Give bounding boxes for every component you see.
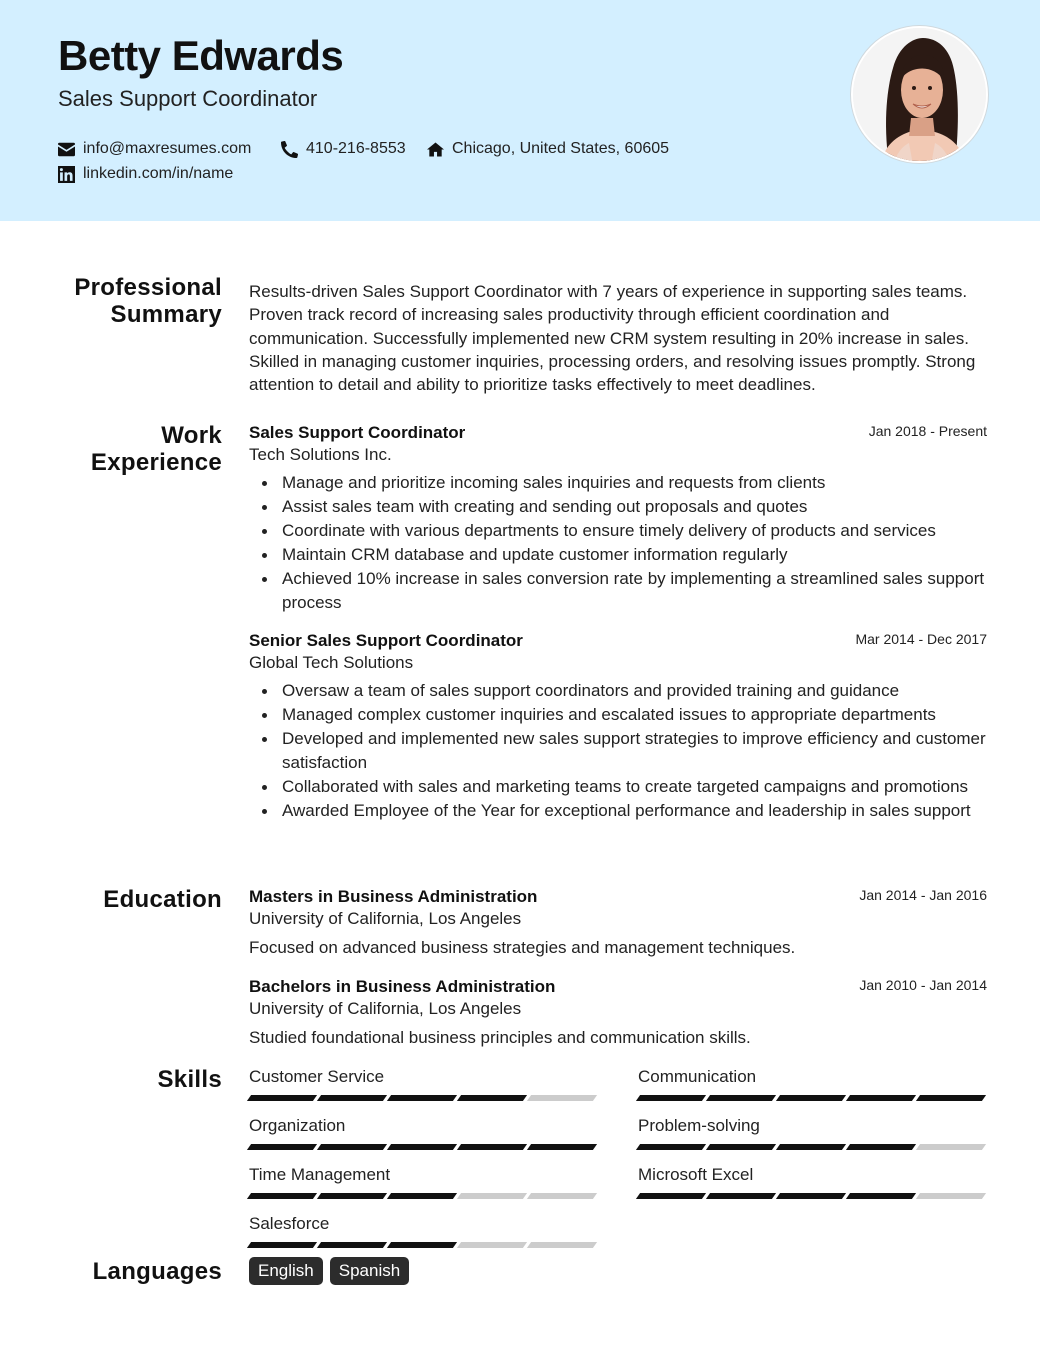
job-bullet: Awarded Employee of the Year for exceptional performance and leadership in sales support: [249, 799, 987, 823]
skill-name: Salesforce: [249, 1214, 330, 1233]
job-bullet: Coordinate with various departments to ensure timely delivery of products and services: [249, 519, 987, 543]
job-bullet: Collaborated with sales and marketing teams to create targeted campaigns and promotions: [249, 775, 987, 799]
location-text: Chicago, United States, 60605: [452, 140, 670, 157]
education-dates: Jan 2014 - Jan 2016: [859, 887, 987, 903]
skill-level-bar: [638, 1193, 986, 1199]
skill-item: [638, 1165, 986, 1199]
experience-heading-line2: Experience: [90, 449, 222, 476]
skill-segment-filled: [846, 1095, 916, 1101]
skill-segment-filled: [527, 1144, 597, 1150]
skill-level-bar: [249, 1242, 597, 1248]
experience-entry: [249, 631, 987, 823]
skill-segment-empty: [527, 1095, 597, 1101]
skill-item: [249, 1165, 597, 1199]
skill-segment-filled: [247, 1242, 317, 1248]
skill-name: Communication: [638, 1067, 757, 1086]
skill-segment-filled: [247, 1144, 317, 1150]
skill-name: Time Management: [249, 1165, 391, 1184]
skill-segment-empty: [457, 1193, 527, 1199]
skill-level-bar: [249, 1193, 597, 1199]
education-description: Focused on advanced business strategies and management techniques.: [249, 938, 796, 957]
skill-name: Customer Service: [249, 1067, 385, 1086]
skill-segment-filled: [317, 1242, 387, 1248]
email-text: info@maxresumes.com: [83, 140, 252, 157]
language-badge: Spanish: [330, 1257, 409, 1285]
skill-segment-filled: [247, 1095, 317, 1101]
skill-segment-filled: [776, 1095, 846, 1101]
language-badge: English: [249, 1257, 323, 1285]
skill-segment-filled: [317, 1193, 387, 1199]
school-name: University of California, Los Angeles: [249, 909, 522, 928]
skill-name: Organization: [249, 1116, 346, 1135]
education-entry: [249, 887, 987, 958]
skill-segment-filled: [387, 1242, 457, 1248]
skill-segment-filled: [846, 1193, 916, 1199]
education-heading: Education: [103, 886, 222, 913]
skill-item: [249, 1116, 597, 1150]
skill-segment-filled: [706, 1095, 776, 1101]
skill-segment-empty: [916, 1144, 986, 1150]
skill-segment-filled: [706, 1144, 776, 1150]
skill-segment-empty: [457, 1242, 527, 1248]
skill-segment-filled: [636, 1144, 706, 1150]
skill-item: [249, 1214, 597, 1248]
skill-segment-empty: [527, 1193, 597, 1199]
degree-title: Bachelors in Business Administration: [249, 977, 556, 996]
home-icon: [427, 141, 444, 158]
contact-email[interactable]: [58, 140, 251, 158]
phone-text: 410-216-8553: [306, 140, 406, 157]
job-bullet: Oversaw a team of sales support coordinators and provided training and guidance: [249, 679, 987, 703]
school-name: University of California, Los Angeles: [249, 999, 522, 1018]
candidate-title: Sales Support Coordinator: [58, 86, 318, 111]
contact-linkedin[interactable]: [58, 165, 233, 183]
job-dates: Jan 2018 - Present: [868, 423, 987, 439]
experience-entry: [249, 423, 987, 615]
phone-icon: [281, 141, 298, 158]
skill-segment-filled: [317, 1144, 387, 1150]
skill-item: [249, 1067, 597, 1101]
skill-segment-empty: [527, 1242, 597, 1248]
linkedin-icon: [58, 166, 75, 183]
contact-location: [427, 140, 669, 158]
education-description: Studied foundational business principles and communication skills.: [249, 1028, 751, 1047]
skill-level-bar: [638, 1144, 986, 1150]
portrait-image: [853, 28, 988, 163]
skills-heading: Skills: [157, 1066, 222, 1093]
skill-item: [638, 1067, 986, 1101]
linkedin-text: linkedin.com/in/name: [83, 165, 234, 182]
education-entry: [249, 977, 987, 1048]
skill-segment-filled: [387, 1193, 457, 1199]
skill-level-bar: [249, 1144, 597, 1150]
languages-list: [249, 1257, 409, 1285]
summary-text: Results-driven Sales Support Coordinator with 7 years of experience in supporting sales teams. Proven track record of increasing sales productivity through efficient coordination and communication. Successfully implemented new CRM system resulting in 20% increase in sales. Skilled in managing customer inquiries, processing orders, and resolving issues promptly. Strong attention to detail and ability to prioritize tasks effectively to meet deadlines.: [249, 282, 976, 395]
skill-segment-filled: [247, 1193, 317, 1199]
job-title: Sales Support Coordinator: [249, 423, 466, 442]
skill-segment-filled: [776, 1144, 846, 1150]
job-company: Tech Solutions Inc.: [249, 445, 392, 464]
degree-title: Masters in Business Administration: [249, 887, 538, 906]
resume-header: [0, 0, 1040, 221]
candidate-name: Betty Edwards: [58, 32, 344, 79]
job-bullet: Assist sales team with creating and sending out proposals and quotes: [249, 495, 987, 519]
skill-segment-filled: [916, 1095, 986, 1101]
profile-photo: [851, 26, 988, 163]
job-bullet: Managed complex customer inquiries and escalated issues to appropriate departments: [249, 703, 987, 727]
skill-segment-filled: [636, 1095, 706, 1101]
skill-segment-filled: [387, 1144, 457, 1150]
job-bullet: Manage and prioritize incoming sales inquiries and requests from clients: [249, 471, 987, 495]
skill-segment-filled: [706, 1193, 776, 1199]
job-bullet: Maintain CRM database and update customer information regularly: [249, 543, 987, 567]
skill-segment-filled: [457, 1144, 527, 1150]
languages-heading: Languages: [92, 1258, 222, 1285]
education-dates: Jan 2010 - Jan 2014: [859, 977, 987, 993]
skill-item: [638, 1116, 986, 1150]
job-company: Global Tech Solutions: [249, 653, 414, 672]
skill-segment-filled: [317, 1095, 387, 1101]
job-bullet: Achieved 10% increase in sales conversion rate by implementing a streamlined sales support process: [249, 567, 987, 615]
skill-segment-filled: [636, 1193, 706, 1199]
skill-level-bar: [249, 1095, 597, 1101]
summary-heading: [74, 274, 222, 328]
experience-heading: [91, 422, 222, 476]
skill-name: Problem-solving: [638, 1116, 760, 1135]
job-title: Senior Sales Support Coordinator: [249, 631, 523, 650]
skill-segment-filled: [387, 1095, 457, 1101]
skill-segment-filled: [846, 1144, 916, 1150]
skill-level-bar: [638, 1095, 986, 1101]
skill-segment-empty: [916, 1193, 986, 1199]
skill-segment-filled: [776, 1193, 846, 1199]
job-bullets: [249, 679, 987, 823]
job-bullet: Developed and implemented new sales support strategies to improve efficiency and customer satisfaction: [249, 727, 987, 775]
contact-phone[interactable]: [281, 140, 406, 158]
job-dates: Mar 2014 - Dec 2017: [855, 631, 987, 647]
experience-heading-line1: Work: [161, 422, 222, 449]
summary-heading-line2: Summary: [110, 301, 222, 328]
skill-name: Microsoft Excel: [638, 1165, 754, 1184]
skill-segment-filled: [457, 1095, 527, 1101]
job-bullets: [249, 471, 987, 615]
summary-heading-line1: Professional: [74, 274, 222, 301]
envelope-icon: [58, 141, 75, 158]
